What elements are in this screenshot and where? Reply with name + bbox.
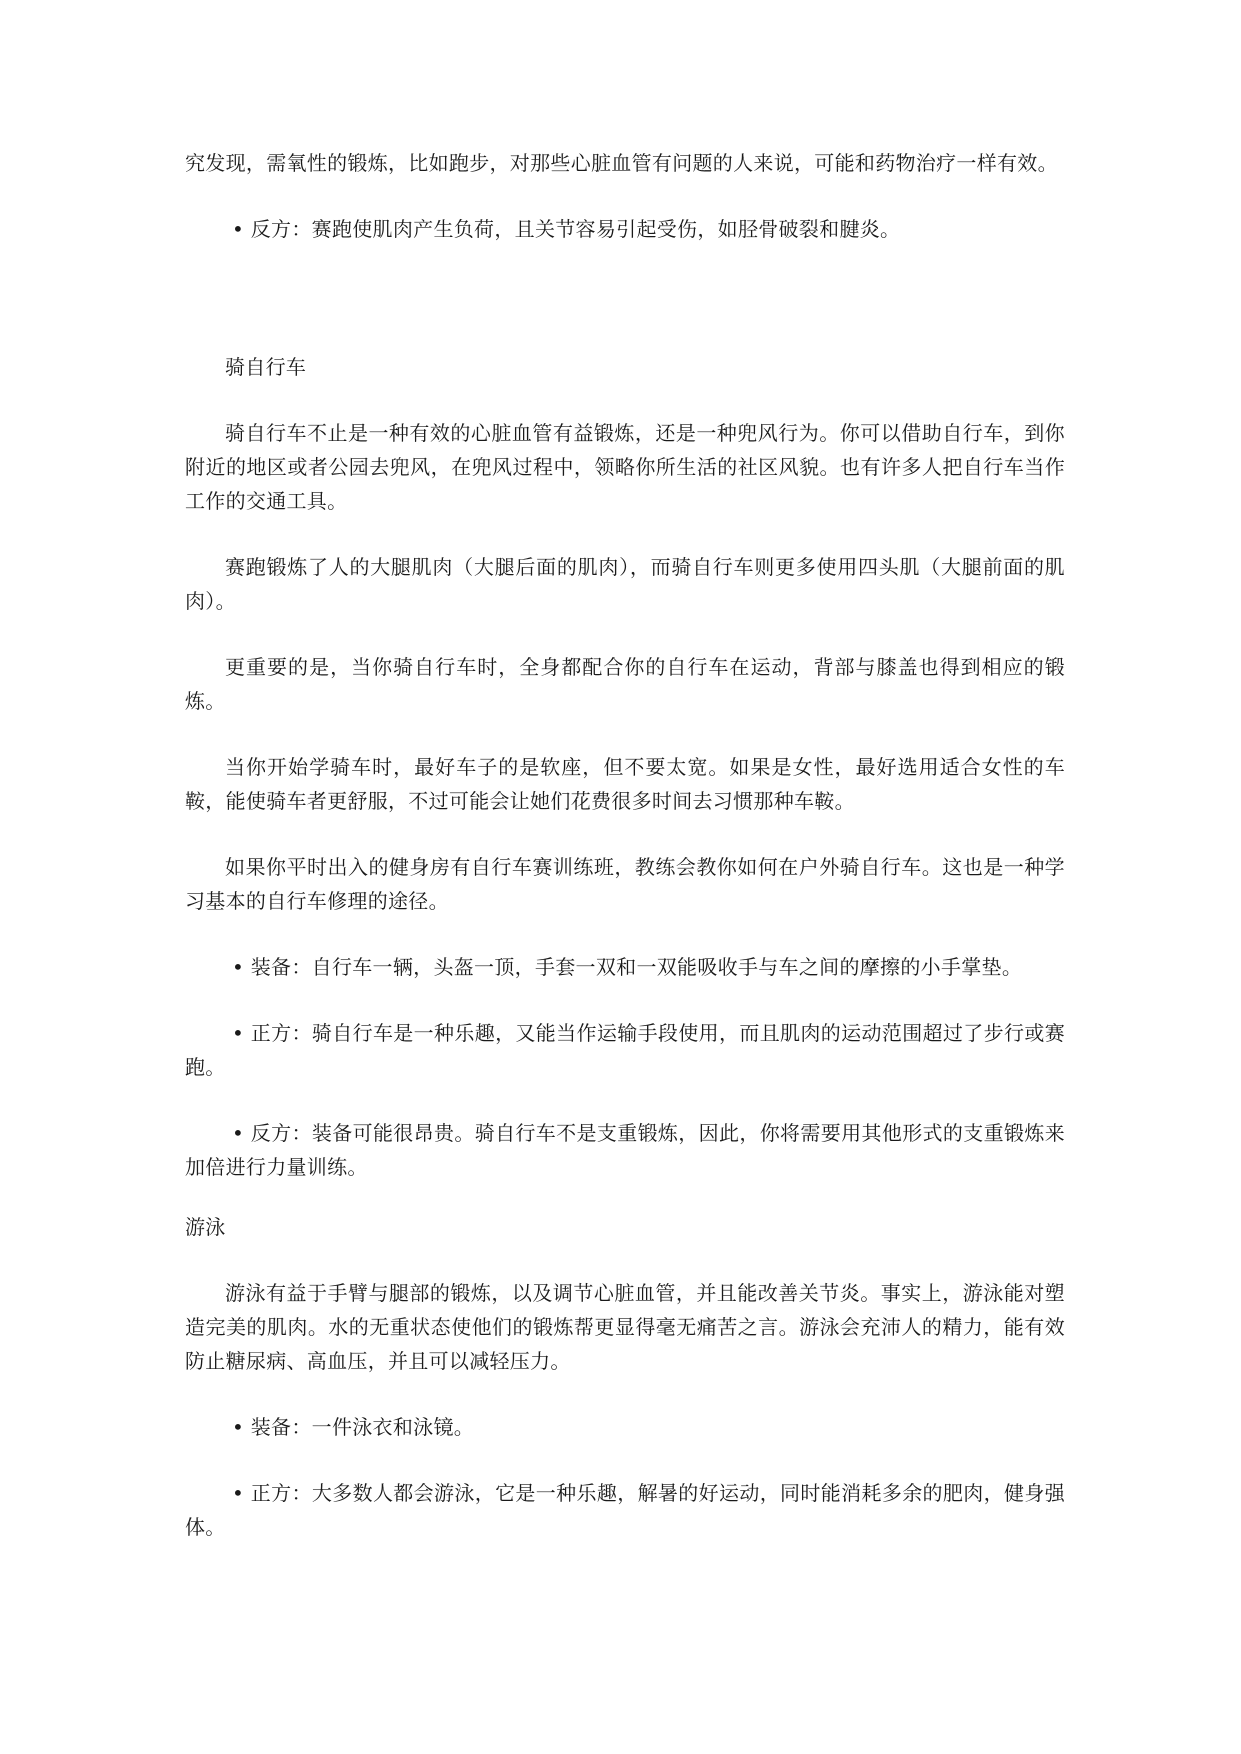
cycling-body-paragraph: 更重要的是，当你骑自行车时，全身都配合你的自行车在运动，背部与膝盖也得到相应的锻炼。 (185, 655, 1065, 713)
cycling-pros-bullet: • 正方：骑自行车是一种乐趣，又能当作运输手段使用，而且肌肉的运动范围超过了步行或赛跑。 (185, 1021, 1065, 1079)
swimming-intro-paragraph: 游泳有益于手臂与腿部的锻炼，以及调节心脏血管，并且能改善关节炎。事实上，游泳能对塑造完美的肌肉。水的无重状态使他们的锻炼帮更显得毫无痛苦之言。游泳会充沛人的精力，能有效防止糖尿病、高血压，并且可以减轻压力。 (185, 1281, 1065, 1373)
running-research-paragraph: 究发现，需氧性的锻炼，比如跑步，对那些心脏血管有问题的人来说，可能和药物治疗一样有效。 (185, 151, 1058, 175)
cycling-saddle-paragraph: 当你开始学骑车时，最好车子的是软座，但不要太宽。如果是女性，最好选用适合女性的车鞍，能使骑车者更舒服，不过可能会让她们花费很多时间去习惯那种车鞍。 (185, 755, 1065, 813)
cycling-muscles-paragraph: 赛跑锻炼了人的大腿肌肉（大腿后面的肌肉），而骑自行车则更多使用四头肌（大腿前面的肌肉）。 (185, 555, 1065, 613)
swimming-pros-bullet: • 正方：大多数人都会游泳，它是一种乐趣，解暑的好运动，同时能消耗多余的肥肉，健身强体。 (185, 1481, 1065, 1539)
cycling-equipment-bullet: • 装备：自行车一辆，头盔一顶，手套一双和一双能吸收手与车之间的摩擦的小手掌垫。 (232, 955, 1023, 979)
cycling-gym-paragraph: 如果你平时出入的健身房有自行车赛训练班，教练会教你如何在户外骑自行车。这也是一种学习基本的自行车修理的途径。 (185, 855, 1065, 913)
swimming-heading: 游泳 (185, 1215, 226, 1239)
cycling-heading: 骑自行车 (225, 355, 307, 379)
cycling-intro-paragraph: 骑自行车不止是一种有效的心脏血管有益锻炼，还是一种兜风行为。你可以借助自行车，到你附近的地区或者公园去兜风，在兜风过程中，领略你所生活的社区风貌。也有许多人把自行车当作工作的交通工具。 (185, 421, 1065, 513)
swimming-equipment-bullet: • 装备：一件泳衣和泳镜。 (232, 1415, 475, 1439)
cycling-cons-bullet: • 反方：装备可能很昂贵。骑自行车不是支重锻炼，因此，你将需要用其他形式的支重锻炼来加倍进行力量训练。 (185, 1121, 1065, 1179)
document-page (185, 146, 1065, 1544)
running-cons-bullet: • 反方：赛跑使肌肉产生负荷，且关节容易引起受伤，如胫骨破裂和腱炎。 (232, 217, 901, 241)
